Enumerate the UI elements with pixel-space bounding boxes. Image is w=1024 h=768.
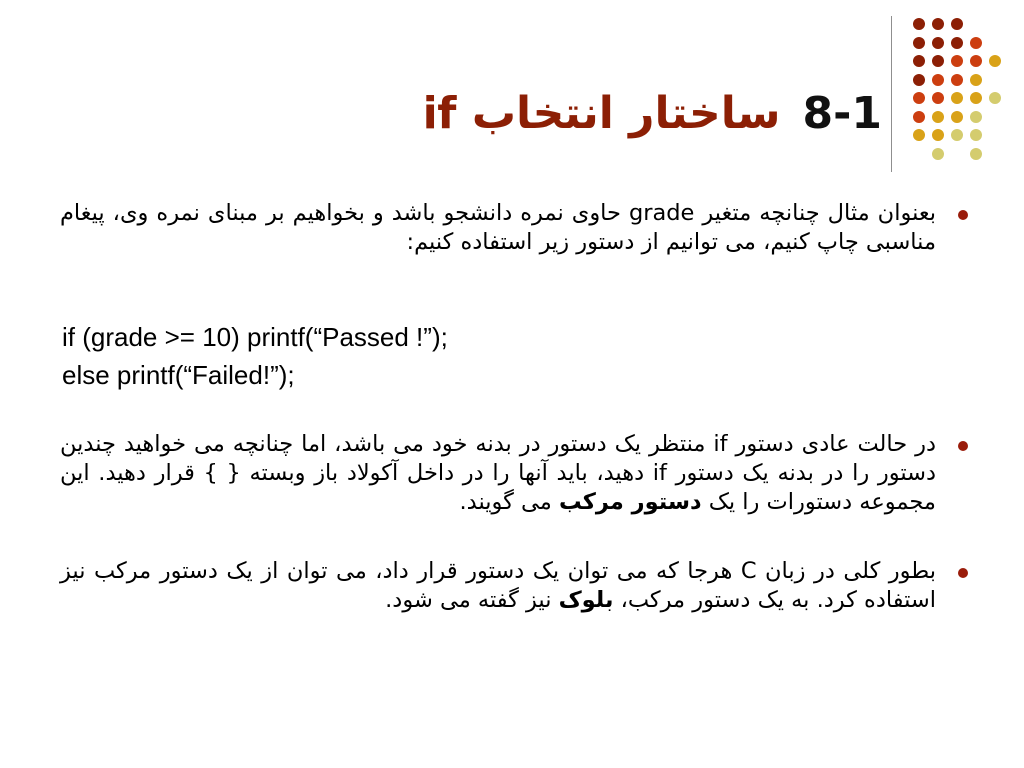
code-line-1: if (grade >= 10) printf(“Passed !”); [62,322,448,352]
dot [913,55,925,67]
paragraph-3-text: بطور کلی در زبان C هرجا که می توان یک دستور قرار داد، می توان از یک دستور مرکب نیز استفاده کرد. به یک دستور مرکب، [60,558,937,613]
dot [932,37,944,49]
dot-row-8 [932,148,982,160]
dot [970,74,982,86]
dot [970,148,982,160]
dot [913,92,925,104]
dot [970,37,982,49]
dot [913,37,925,49]
dot [951,74,963,86]
bullet-paragraph-1 [60,199,936,257]
dot-row-6 [913,111,982,123]
dot [951,55,963,67]
dot-row-1 [913,18,963,30]
paragraph-2-ending: می گویند. [459,489,552,515]
title-divider-line [891,16,892,172]
dot [932,148,944,160]
dot [913,18,925,30]
dot [913,111,925,123]
dot [970,55,982,67]
bullet-paragraph-3 [60,557,936,615]
dot [970,129,982,141]
paragraph-1-text: بعنوان مثال چنانچه متغیر grade حاوی نمره دانشجو باشد و بخواهیم بر مبنای نمره وی، پیغام مناسبی چاپ کنیم، می توانیم از دستور زیر استفاده کنیم: [60,200,936,255]
dot [913,129,925,141]
dot-row-4 [913,74,982,86]
compound-statement-term: دستور مرکب [558,489,702,515]
dot [951,111,963,123]
block-term: بلوک [558,587,614,613]
bullet-dot [958,210,968,220]
dot [932,74,944,86]
dot [970,92,982,104]
dot [913,74,925,86]
dot [951,92,963,104]
bullet-paragraph-2 [60,430,936,517]
dot [951,129,963,141]
bullet-dot [958,568,968,578]
dot [932,55,944,67]
dot-row-7 [913,129,982,141]
dot-row-3 [913,55,1001,67]
decorative-dot-pattern [0,0,1024,170]
dot [932,129,944,141]
dot [932,92,944,104]
title-text: ساختار انتخاب [471,88,781,139]
dot [951,18,963,30]
slide-title [423,88,882,139]
dot-row-5 [913,92,1001,104]
dot [951,37,963,49]
paragraph-2-text: در حالت عادی دستور if منتظر یک دستور در بدنه خود می باشد، اما چنانچه می خواهید چندین دستور را در بدنه یک دستور if دهید، باید آنها را در داخل آکولاد باز وبسته { } قرار دهید. این مجموعه دستورات را یک [60,431,936,515]
dot [970,111,982,123]
dot [989,55,1001,67]
bullet-dot [958,441,968,451]
dot [932,111,944,123]
dot-row-2 [913,37,982,49]
title-number: 8-1 [802,88,882,139]
dot [989,92,1001,104]
title-keyword: if [422,88,456,139]
paragraph-3-ending: نیز گفته می شود. [385,587,552,613]
dot [932,18,944,30]
code-line-2: else printf(“Failed!”); [62,360,295,390]
